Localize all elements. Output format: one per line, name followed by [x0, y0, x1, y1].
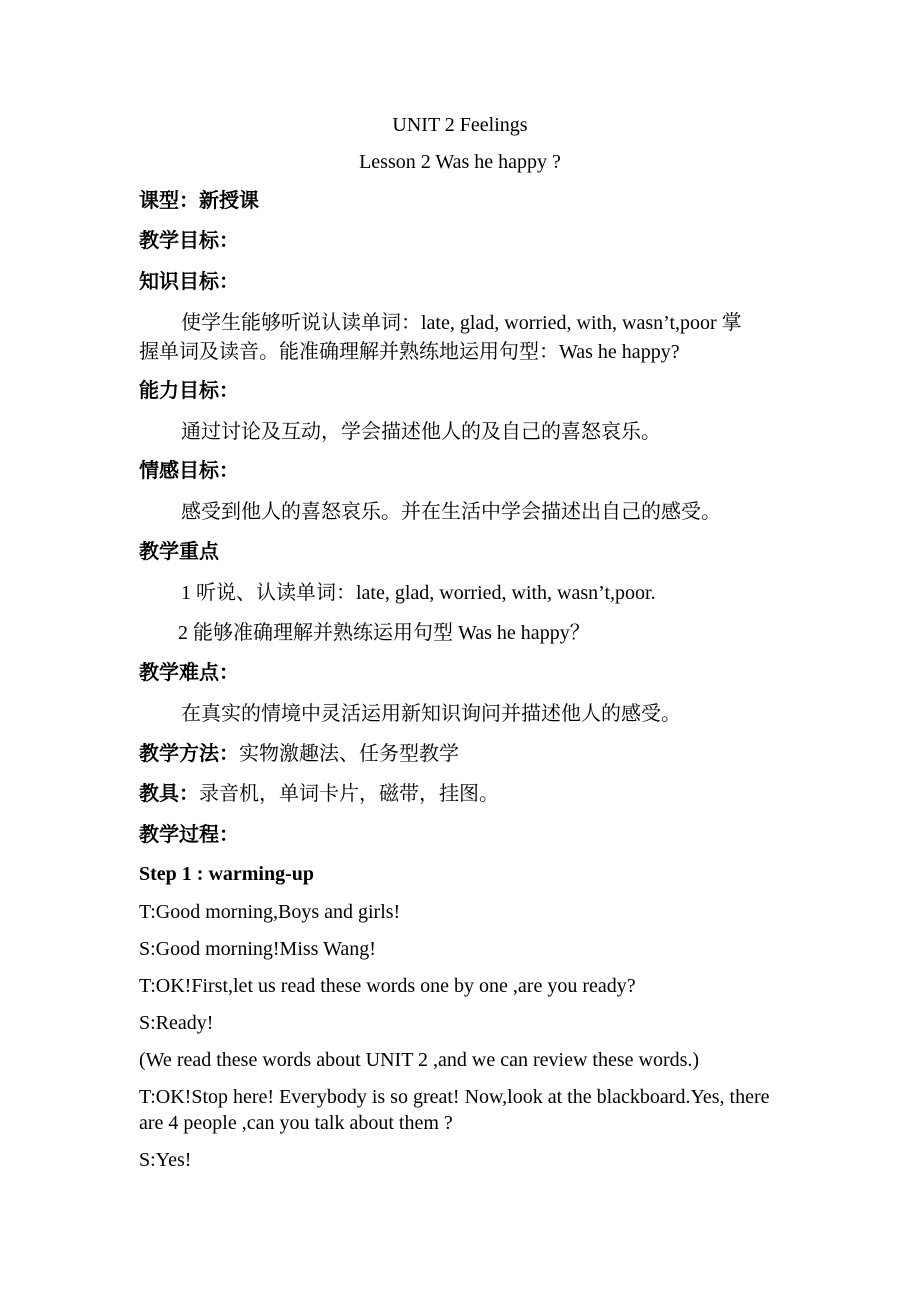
keypoints-heading: 教学重点	[139, 541, 219, 563]
dialogue-line: S:Yes!	[139, 1149, 192, 1171]
unit-title: UNIT 2 Feelings	[392, 114, 528, 136]
dialogue-line: T:OK!Stop here! Everybody is so great! Now,look at the blackboard.Yes, there are 4 people ,can you talk about them ?	[139, 1086, 770, 1134]
keypoint-1: 1 听说、认读单词：late, glad, worried, with, wasn’t,poor.	[181, 582, 656, 604]
lesson-type	[139, 188, 259, 214]
teaching-tools	[139, 781, 499, 807]
dialogue-line: S:Good morning!Miss Wang!	[139, 938, 376, 960]
keypoint-2: 2 能够准确理解并熟练运用句型 Was he happy？	[178, 622, 590, 644]
objectives-heading: 教学目标：	[139, 230, 239, 252]
tools-label: 教具：	[139, 783, 199, 805]
ability-text: 通过讨论及互动，学会描述他人的及自己的喜怒哀乐。	[181, 421, 661, 443]
knowledge-text-line-1: 使学生能够听说认读单词：late, glad, worried, with, wasn’t,poor 掌	[181, 312, 742, 334]
knowledge-heading: 知识目标：	[139, 271, 239, 293]
knowledge-text-line-2: 握单词及读音。能准确理解并熟练地运用句型：Was he happy?	[139, 341, 680, 363]
process-heading: 教学过程：	[139, 824, 239, 846]
ability-heading: 能力目标：	[139, 380, 239, 402]
tools-value: 录音机，单词卡片，磁带，挂图。	[199, 783, 499, 805]
emotion-text: 感受到他人的喜怒哀乐。并在生活中学会描述出自己的感受。	[181, 501, 721, 523]
lesson-type-label: 课型：	[139, 190, 199, 212]
method-label: 教学方法：	[139, 743, 239, 765]
dialogue-line: T:OK!First,let us read these words one by one ,are you ready?	[139, 975, 636, 997]
method-value: 实物激趣法、任务型教学	[239, 743, 459, 765]
step1-heading: Step 1 : warming-up	[139, 863, 315, 885]
difficulty-text: 在真实的情境中灵活运用新知识询问并描述他人的感受。	[181, 703, 681, 725]
lesson-title: Lesson 2 Was he happy ?	[359, 151, 561, 173]
dialogue-line: (We read these words about UNIT 2 ,and we can review these words.)	[139, 1049, 700, 1071]
teaching-method	[139, 741, 459, 767]
lesson-type-value: 新授课	[199, 190, 259, 212]
difficulty-heading: 教学难点：	[139, 662, 239, 684]
dialogue-line: T:Good morning,Boys and girls!	[139, 901, 401, 923]
emotion-heading: 情感目标：	[139, 460, 239, 482]
dialogue-line: S:Ready!	[139, 1012, 214, 1034]
